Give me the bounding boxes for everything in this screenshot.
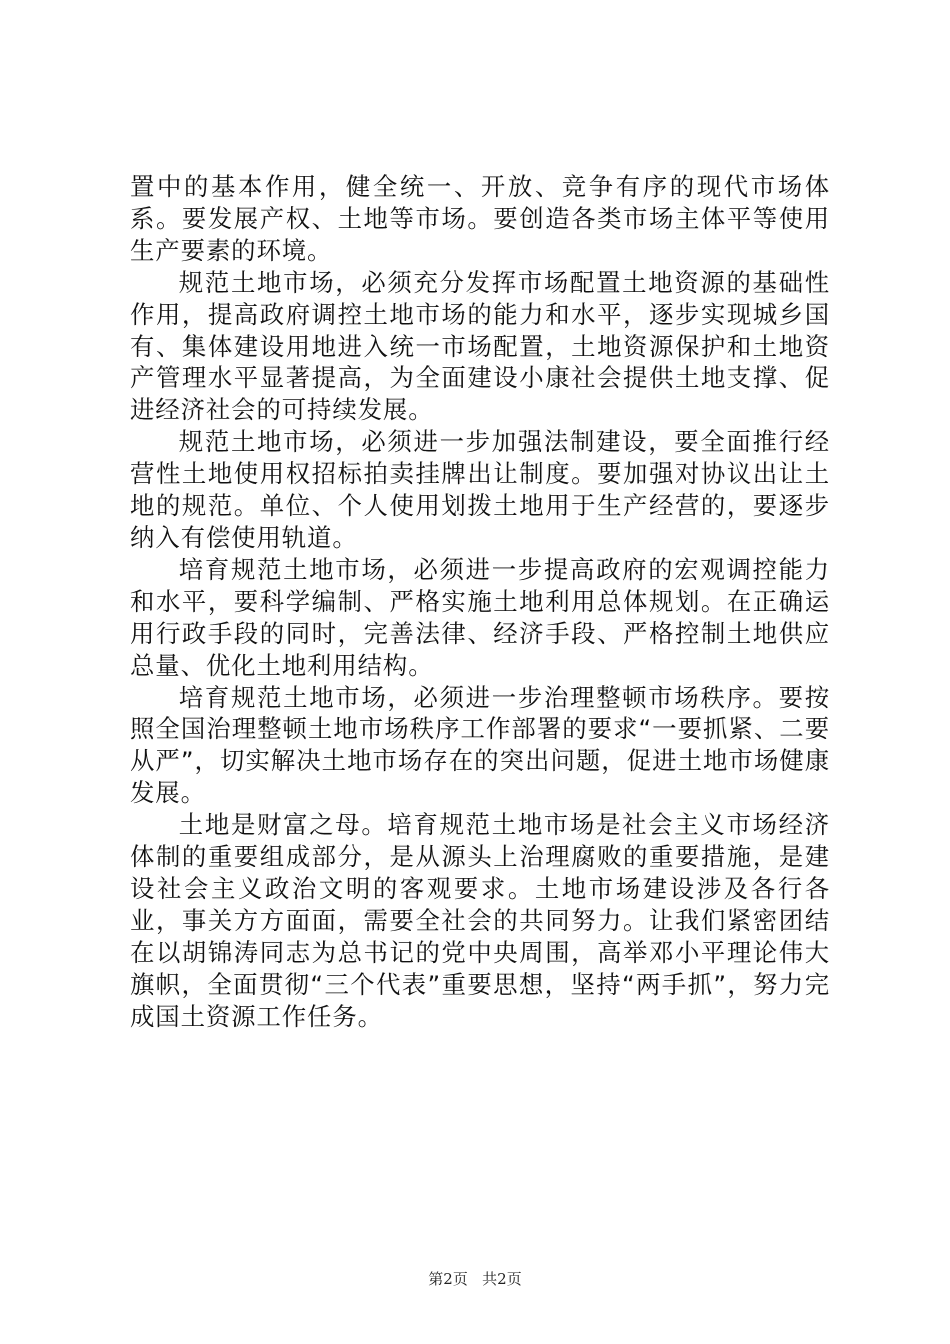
paragraph: 规范土地市场，必须进一步加强法制建设，要全面推行经营性土地使用权招标拍卖挂牌出让制度。要加强对协议出让土地的规范。单位、个人使用划拨土地用于生产经营的，要逐步纳入有偿使用轨道。 bbox=[130, 427, 830, 552]
document-body bbox=[130, 171, 830, 1032]
paragraph: 培育规范土地市场，必须进一步治理整顿市场秩序。要按照全国治理整顿土地市场秩序工作部署的要求“一要抓紧、二要从严”，切实解决土地市场存在的突出问题，促进土地市场健康发展。 bbox=[130, 682, 830, 808]
paragraph: 置中的基本作用，健全统一、开放、竞争有序的现代市场体系。要发展产权、土地等市场。要创造各类市场主体平等使用生产要素的环境。 bbox=[130, 172, 830, 265]
page-number-total: 共2页 bbox=[482, 1270, 522, 1288]
page-number-current: 第2页 bbox=[428, 1270, 468, 1288]
page-footer bbox=[0, 1269, 950, 1289]
paragraph: 土地是财富之母。培育规范土地市场是社会主义市场经济体制的重要组成部分，是从源头上治理腐败的重要措施，是建设社会主义政治文明的客观要求。土地市场建设涉及各行各业，事关方方面面，需要全社会的共同努力。让我们紧密团结在以胡锦涛同志为总书记的党中央周围，高举邓小平理论伟大旗帜，全面贯彻“三个代表”重要思想，坚持“两手抓”，努力完成国土资源工作任务。 bbox=[130, 810, 830, 1031]
paragraph: 培育规范土地市场，必须进一步提高政府的宏观调控能力和水平，要科学编制、严格实施土地利用总体规划。在正确运用行政手段的同时，完善法律、经济手段、严格控制土地供应总量、优化土地利用结构。 bbox=[130, 554, 830, 680]
paragraph: 规范土地市场，必须充分发挥市场配置土地资源的基础性作用，提高政府调控土地市场的能力和水平，逐步实现城乡国有、集体建设用地进入统一市场配置，土地资源保护和土地资产管理水平显著提高，为全面建设小康社会提供土地支撑、促进经济社会的可持续发展。 bbox=[130, 267, 830, 425]
